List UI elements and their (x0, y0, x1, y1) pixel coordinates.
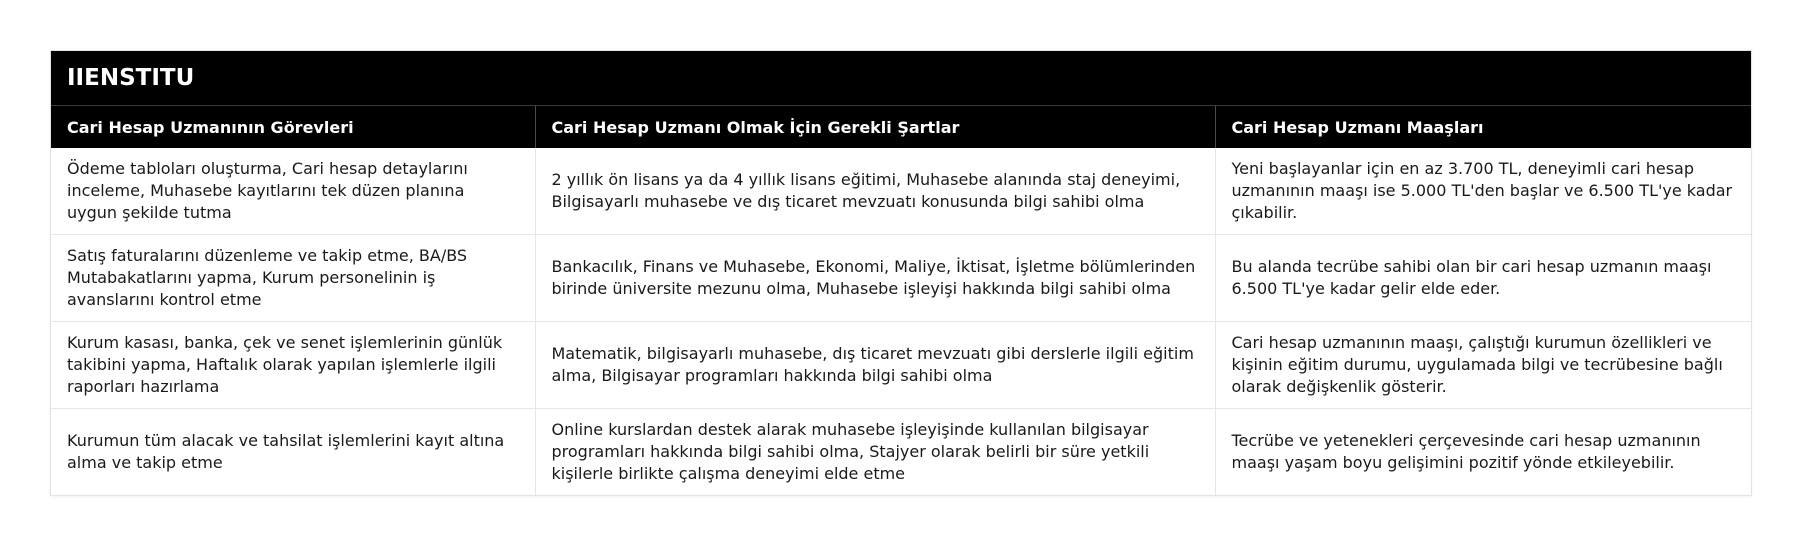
brand-title: IIENSTITU (51, 51, 1751, 106)
table-row (51, 409, 1751, 496)
column-header-salaries: Cari Hesap Uzmanı Maaşları (1215, 106, 1751, 149)
table-row (51, 235, 1751, 322)
table-cell: Kurumun tüm alacak ve tahsilat işlemlerini kayıt altına alma ve takip etme (51, 409, 535, 496)
table-cell: Bankacılık, Finans ve Muhasebe, Ekonomi, Maliye, İktisat, İşletme bölümlerinden birinde üniversite mezunu olma, Muhasebe işleyişi hakkında bilgi sahibi olma (535, 235, 1215, 322)
table-cell: 2 yıllık ön lisans ya da 4 yıllık lisans eğitimi, Muhasebe alanında staj deneyimi, Bilgisayarlı muhasebe ve dış ticaret mevzuatı konusunda bilgi sahibi olma (535, 148, 1215, 235)
table-cell: Cari hesap uzmanının maaşı, çalıştığı kurumun özellikleri ve kişinin eğitim durumu, uygulamada bilgi ve tecrübesine bağlı olarak değişkenlik gösterir. (1215, 322, 1751, 409)
table-cell: Online kurslardan destek alarak muhasebe işleyişinde kullanılan bilgisayar programları hakkında bilgi sahibi olma, Stajyer olarak belirli bir süre yetkili kişilerle birlikte çalışma deneyimi elde etme (535, 409, 1215, 496)
header-row (51, 106, 1751, 149)
info-table-container (50, 50, 1752, 496)
table-cell: Ödeme tabloları oluşturma, Cari hesap detaylarını inceleme, Muhasebe kayıtlarını tek düzen planına uygun şekilde tutma (51, 148, 535, 235)
table-row (51, 148, 1751, 235)
table-cell: Matematik, bilgisayarlı muhasebe, dış ticaret mevzuatı gibi derslerle ilgili eğitim alma, Bilgisayar programları hakkında bilgi sahibi olma (535, 322, 1215, 409)
table-cell: Yeni başlayanlar için en az 3.700 TL, deneyimli cari hesap uzmanının maaşı ise 5.000 TL'den başlar ve 6.500 TL'ye kadar çıkabilir. (1215, 148, 1751, 235)
column-header-requirements: Cari Hesap Uzmanı Olmak İçin Gerekli Şartlar (535, 106, 1215, 149)
info-table (51, 51, 1751, 495)
table-row (51, 322, 1751, 409)
brand-row (51, 51, 1751, 106)
column-header-duties: Cari Hesap Uzmanının Görevleri (51, 106, 535, 149)
table-cell: Bu alanda tecrübe sahibi olan bir cari hesap uzmanın maaşı 6.500 TL'ye kadar gelir elde eder. (1215, 235, 1751, 322)
table-cell: Tecrübe ve yetenekleri çerçevesinde cari hesap uzmanının maaşı yaşam boyu gelişimini pozitif yönde etkileyebilir. (1231, 431, 1701, 472)
table-cell: Satış faturalarını düzenleme ve takip etme, BA/BS Mutabakatlarını yapma, Kurum personelinin iş avanslarını kontrol etme (51, 235, 535, 322)
table-cell: Kurum kasası, banka, çek ve senet işlemlerinin günlük takibini yapma, Haftalık olarak yapılan işlemlerle ilgili raporları hazırlama (51, 322, 535, 409)
